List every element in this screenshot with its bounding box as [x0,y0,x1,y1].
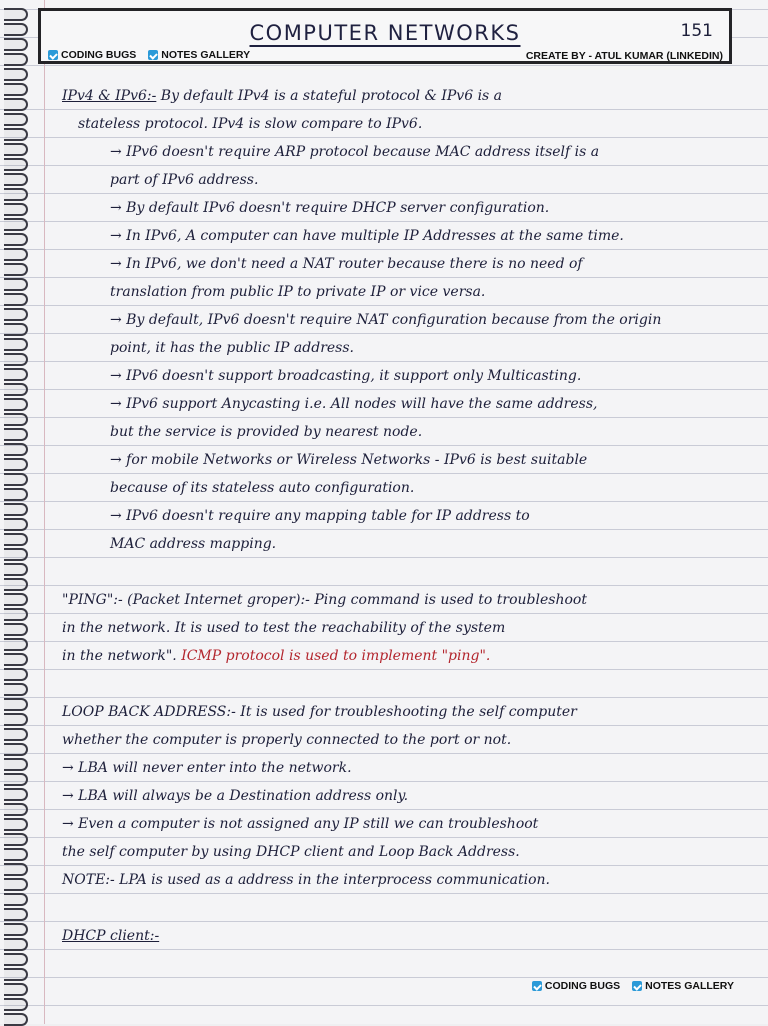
spiral-ring [4,248,28,261]
note-line: whether the computer is properly connected to the port or not. [62,732,512,748]
spiral-ring [4,833,28,846]
header-box [38,8,732,64]
note-line: → By default, IPv6 doesn't require NAT configuration because from the origin [110,312,662,328]
spiral-ring [4,98,28,111]
footer-brand [532,980,734,992]
spiral-ring [4,353,28,366]
dhcp-heading: DHCP client:- [62,928,160,944]
spiral-ring [4,173,28,186]
note-line: LOOP BACK ADDRESS:- It is used for troubleshooting the self computer [62,704,577,720]
spiral-ring [4,728,28,741]
spiral-ring [4,473,28,486]
note-line: → IPv6 doesn't support broadcasting, it support only Multicasting. [110,368,582,384]
spiral-ring [4,278,28,291]
spiral-ring [4,548,28,561]
spiral-ring [4,743,28,756]
note-line: but the service is provided by nearest node. [110,424,423,440]
spiral-ring [4,263,28,276]
note-line: point, it has the public IP address. [110,340,354,356]
spiral-ring [4,953,28,966]
spiral-ring [4,488,28,501]
note-line: → IPv6 doesn't require any mapping table for IP address to [110,508,530,524]
note-line: NOTE:- LPA is used as a address in the interprocess communication. [62,872,550,888]
note-line [48,82,760,110]
spiral-ring [4,233,28,246]
spiral-ring [4,668,28,681]
spiral-ring [4,563,28,576]
spiral-ring [4,908,28,921]
spiral-ring [4,428,28,441]
spiral-binding [0,0,34,1024]
spiral-ring [4,503,28,516]
spiral-ring [4,113,28,126]
spiral-ring [4,983,28,996]
note-line: → LBA will always be a Destination address only. [62,788,409,804]
spiral-ring [4,773,28,786]
note-line: → IPv6 support Anycasting i.e. All nodes will have the same address, [110,396,598,412]
note-line: "PING":- (Packet Internet groper):- Ping command is used to troubleshoot [62,592,587,608]
brand-coding-bugs: CODING BUGS [544,980,621,992]
spiral-ring [4,218,28,231]
spiral-ring [4,998,28,1011]
spiral-ring [4,293,28,306]
spiral-ring [4,53,28,66]
ipv4-heading: IPv4 & IPv6:- [62,88,157,104]
note-line [48,642,760,670]
spiral-ring [4,938,28,951]
spiral-ring [4,698,28,711]
spiral-ring [4,128,28,141]
spiral-ring [4,878,28,891]
note-line [48,922,760,950]
spiral-ring [4,863,28,876]
note-line: → In IPv6, A computer can have multiple IP Addresses at the same time. [110,228,624,244]
spiral-ring [4,143,28,156]
note-line: stateless protocol. IPv4 is slow compare to IPv6. [78,116,423,132]
brand-top-left [48,49,250,61]
spiral-ring [4,368,28,381]
note-line: → Even a computer is not assigned any IP still we can troubleshoot [62,816,539,832]
page-number: 151 [680,21,713,41]
spiral-ring [4,23,28,36]
note-line: translation from public IP to private IP or vice versa. [110,284,486,300]
spiral-ring [4,1013,28,1026]
note-line: → By default IPv6 doesn't require DHCP server configuration. [110,200,550,216]
spiral-ring [4,848,28,861]
spiral-ring [4,458,28,471]
spiral-ring [4,683,28,696]
note-line: → IPv6 doesn't require ARP protocol because MAC address itself is a [110,144,600,160]
spiral-ring [4,578,28,591]
page-title: COMPUTER NETWORKS [249,21,521,45]
spiral-ring [4,413,28,426]
spiral-ring [4,203,28,216]
spiral-ring [4,893,28,906]
note-text: By default IPv4 is a stateful protocol & IPv6 is a [160,88,503,104]
spiral-ring [4,758,28,771]
spiral-ring [4,593,28,606]
note-line: part of IPv6 address. [110,172,259,188]
note-text: in the network". [62,648,177,664]
spiral-ring [4,623,28,636]
notes-content [48,82,760,950]
spiral-ring [4,803,28,816]
telegram-icon [532,981,542,991]
note-line: the self computer by using DHCP client and Loop Back Address. [62,844,520,860]
note-line: because of its stateless auto configuration. [110,480,415,496]
spiral-ring [4,323,28,336]
note-line: in the network. It is used to test the reachability of the system [62,620,506,636]
spiral-ring [4,443,28,456]
telegram-icon [148,50,158,60]
brand-coding-bugs: CODING BUGS [61,49,137,61]
spiral-ring [4,338,28,351]
spiral-ring [4,968,28,981]
spiral-ring [4,818,28,831]
telegram-icon [632,981,642,991]
spiral-ring [4,638,28,651]
spiral-ring [4,923,28,936]
spiral-ring [4,608,28,621]
spiral-ring [4,518,28,531]
brand-notes-gallery: NOTES GALLERY [161,49,251,61]
margin-line [44,0,45,1024]
spiral-ring [4,533,28,546]
note-line: MAC address mapping. [110,536,277,552]
spiral-ring [4,383,28,396]
spiral-ring [4,83,28,96]
brand-notes-gallery: NOTES GALLERY [645,980,734,992]
note-line: → LBA will never enter into the network. [62,760,352,776]
spiral-ring [4,713,28,726]
spiral-ring [4,38,28,51]
spiral-ring [4,788,28,801]
credit-line: CREATE BY - ATUL KUMAR (LINKEDIN) [525,50,723,62]
ping-icmp-note: ICMP protocol is used to implement "ping". [181,648,491,664]
spiral-ring [4,158,28,171]
spiral-ring [4,8,28,21]
spiral-ring [4,308,28,321]
spiral-ring [4,398,28,411]
spiral-ring [4,68,28,81]
spiral-ring [4,653,28,666]
note-line: → for mobile Networks or Wireless Networks - IPv6 is best suitable [110,452,588,468]
spiral-ring [4,188,28,201]
telegram-icon [48,50,58,60]
note-line: → In IPv6, we don't need a NAT router because there is no need of [110,256,583,272]
